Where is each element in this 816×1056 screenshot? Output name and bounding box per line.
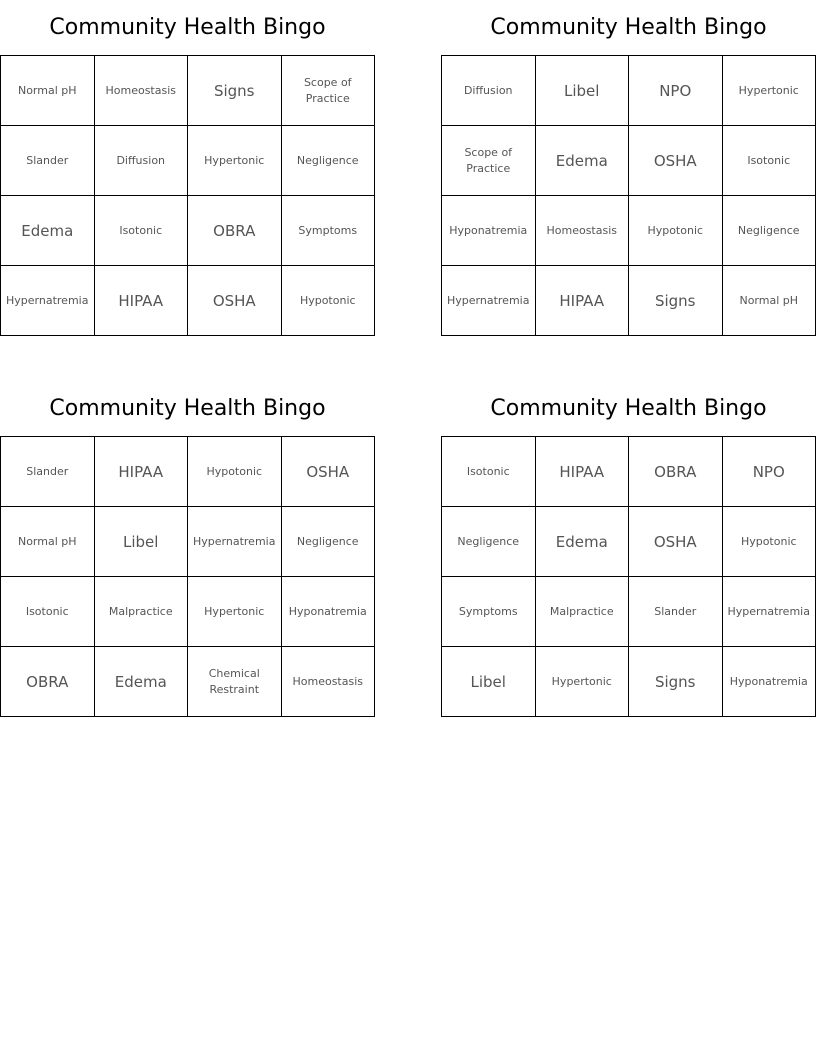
bingo-cell: Negligence: [723, 196, 816, 266]
bingo-cell: Edema: [1, 196, 95, 266]
bingo-cell: Isotonic: [1, 577, 95, 647]
bingo-cell: NPO: [723, 437, 816, 507]
bingo-cell: Negligence: [442, 507, 536, 577]
card-title: Community Health Bingo: [49, 15, 326, 40]
bingo-grid: [441, 55, 816, 336]
bingo-cell: Edema: [536, 126, 630, 196]
bingo-cell: Libel: [442, 647, 536, 717]
bingo-card-1: [0, 0, 375, 336]
bingo-cell: Slander: [629, 577, 723, 647]
bingo-cell: Hyponatremia: [442, 196, 536, 266]
bingo-cell: HIPAA: [95, 266, 189, 336]
bingo-card-3: [0, 381, 375, 717]
bingo-cell: Normal pH: [1, 56, 95, 126]
bingo-cell: Hypertonic: [536, 647, 630, 717]
bingo-grid: [0, 436, 375, 717]
bingo-cell: Hypernatremia: [188, 507, 282, 577]
bingo-cell: Hypertonic: [188, 577, 282, 647]
bingo-cell: Libel: [95, 507, 189, 577]
bingo-cell: OSHA: [188, 266, 282, 336]
bingo-cell: OBRA: [629, 437, 723, 507]
bingo-cell: Hypernatremia: [442, 266, 536, 336]
bingo-cell: Isotonic: [95, 196, 189, 266]
bingo-cell: Edema: [95, 647, 189, 717]
bingo-cell: OSHA: [629, 126, 723, 196]
bingo-cell: Hypotonic: [723, 507, 816, 577]
bingo-grid: [441, 436, 816, 717]
bingo-cell: OBRA: [1, 647, 95, 717]
bingo-grid: [0, 55, 375, 336]
bingo-cell: OSHA: [282, 437, 376, 507]
bingo-cell: Homeostasis: [95, 56, 189, 126]
bingo-cell: Hypertonic: [188, 126, 282, 196]
bingo-cell: Negligence: [282, 507, 376, 577]
bingo-cell: Malpractice: [95, 577, 189, 647]
bingo-cell: Slander: [1, 126, 95, 196]
bingo-cell: OBRA: [188, 196, 282, 266]
bingo-cell: Hyponatremia: [282, 577, 376, 647]
bingo-cell: Negligence: [282, 126, 376, 196]
bingo-cell: Scope of Practice: [282, 56, 376, 126]
bingo-cell: Scope of Practice: [442, 126, 536, 196]
bingo-cell: Homeostasis: [536, 196, 630, 266]
bingo-cell: Homeostasis: [282, 647, 376, 717]
bingo-cell: Signs: [188, 56, 282, 126]
bingo-cell: Signs: [629, 266, 723, 336]
bingo-cell: Hypertonic: [723, 56, 816, 126]
bingo-cell: Diffusion: [442, 56, 536, 126]
bingo-cell: Diffusion: [95, 126, 189, 196]
card-title: Community Health Bingo: [49, 396, 326, 421]
bingo-cell: Libel: [536, 56, 630, 126]
card-title: Community Health Bingo: [490, 396, 767, 421]
bingo-cell: Symptoms: [442, 577, 536, 647]
bingo-cell: Edema: [536, 507, 630, 577]
bingo-card-2: [441, 0, 816, 336]
bingo-card-4: [441, 381, 816, 717]
bingo-cell: Hypernatremia: [723, 577, 816, 647]
bingo-cell: Hypotonic: [282, 266, 376, 336]
bingo-cell: Isotonic: [442, 437, 536, 507]
bingo-cell: HIPAA: [536, 437, 630, 507]
bingo-cell: Signs: [629, 647, 723, 717]
bingo-cell: HIPAA: [536, 266, 630, 336]
bingo-cell: Symptoms: [282, 196, 376, 266]
bingo-cell: Hypotonic: [629, 196, 723, 266]
bingo-cell: Hypernatremia: [1, 266, 95, 336]
bingo-cell: Hyponatremia: [723, 647, 816, 717]
bingo-cell: NPO: [629, 56, 723, 126]
bingo-cell: HIPAA: [95, 437, 189, 507]
bingo-cell: Isotonic: [723, 126, 816, 196]
bingo-cell: Normal pH: [723, 266, 816, 336]
bingo-cell: Normal pH: [1, 507, 95, 577]
bingo-cell: Malpractice: [536, 577, 630, 647]
bingo-cell: Hypotonic: [188, 437, 282, 507]
bingo-cell: Chemical Restraint: [188, 647, 282, 717]
bingo-cell: Slander: [1, 437, 95, 507]
bingo-cell: OSHA: [629, 507, 723, 577]
card-title: Community Health Bingo: [490, 15, 767, 40]
